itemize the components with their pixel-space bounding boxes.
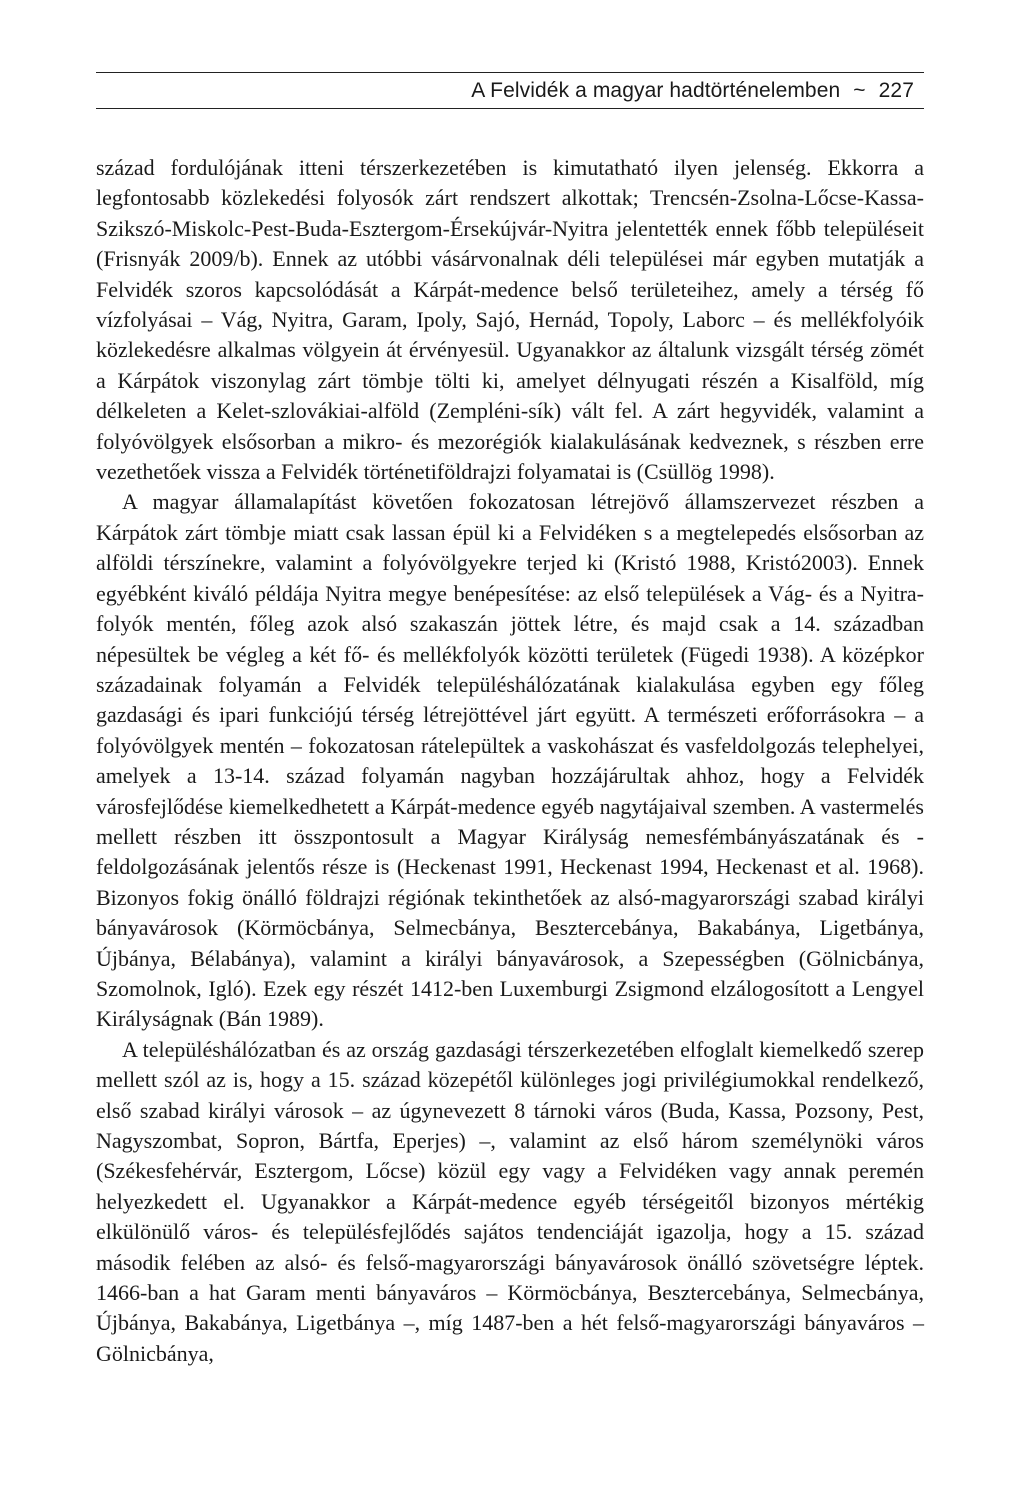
- paragraph: A magyar államalapítást követően fokozatosan létrejövő államszervezet részben a Kárpátok zárt tömbje miatt csak lassan épül ki a Felvidéken s a megtelepedés elsősorban az alföldi térszínekre, valamint a folyóvölgyekre terjed ki (Kristó 1988, Kristó2003). Ennek egyébként kiváló példája Nyitra megye benépesítése: az első települések a Vág- és a Nyitra-folyók mentén, főleg azok alsó szakaszán jöttek létre, és majd csak a 14. században népesültek be végleg a két fő- és mellékfolyók közötti területek (Fügedi 1938). A középkor századainak folyamán a Felvidék településhálózatának kialakulása egyben egy főleg gazdasági és ipari funkciójú térség létrejöttével járt együtt. A természeti erőforrásokra – a folyóvölgyek mentén – fokozatosan rátelepültek a vaskohászat és vasfeldolgozás telephelyei, amelyek a 13-14. század folyamán nagyban hozzájárultak ahhoz, hogy a Felvidék városfejlődése kiemelkedhetett a Kárpát-medence egyéb nagytájaival szemben. A vastermelés mellett részben itt összpontosult a Magyar Királyság nemesfémbányászatának és -feldolgozásának jelentős része is (Heckenast 1991, Heckenast 1994, Heckenast et al. 1968). Bizonyos fokig önálló földrajzi régiónak tekinthetőek az alsó-magyarországi szabad királyi bányavárosok (Körmöcbánya, Selmecbánya, Besztercebánya, Bakabánya, Ligetbánya, Újbánya, Bélabánya), valamint a királyi bányavárosok, a Szepességben (Gölnicbánya, Szomolnok, Igló). Ezek egy részét 1412-ben Luxemburgi Zsigmond elzálogosított a Lengyel Királyságnak (Bán 1989).: [96, 489, 924, 1032]
- body-text: [96, 153, 924, 1369]
- header-separator: ~: [853, 79, 866, 102]
- paragraph: A településhálózatban és az ország gazdasági térszerkezetében elfoglalt kiemelkedő szerep mellett szól az is, hogy a 15. század közepétől különleges jogi privilégiumokkal rendelkező, első szabad királyi városok – az úgynevezett 8 tárnoki város (Buda, Kassa, Pozsony, Pest, Nagyszombat, Sopron, Bártfa, Eperjes) –, valamint az első három személynöki város (Székesfehérvár, Esztergom, Lőcse) közül egy vagy a Felvidéken vagy annak peremén helyezkedett el. Ugyanakkor a Kárpát-medence egyéb térségeitől bizonyos mértékig elkülönülő város- és településfejlődés sajátos tendenciáját igazolja, hogy a 15. század második felében az alsó- és felső-magyarországi bányavárosok önálló szövetségre léptek. 1466-ban a hat Garam menti bányaváros – Körmöcbánya, Besztercebánya, Selmecbánya, Újbánya, Bakabánya, Ligetbánya –, míg 1487-ben a hét felső-magyarországi bányaváros – Gölnicbánya,: [96, 1036, 924, 1366]
- running-title: A Felvidék a magyar hadtörténelemben: [471, 79, 841, 102]
- paragraph-continued: század fordulójának itteni térszerkezetében is kimutatható ilyen jelenség. Ekkorra a legfontosabb közlekedési folyosók zárt rendszert alkottak; Trencsén-Zsolna-Lőcse-Kassa-Szikszó-Miskolc-Pest-Buda-Esztergom-Érsekújvár-Nyitra jelentették ennek főbb településeit (Frisnyák 2009/b). Ennek az utóbbi vásárvonalnak déli települései már egyben mutatják a Felvidék szoros kapcsolódását a Kárpát-medence belső területeihez, amely a térség fő vízfolyásai – Vág, Nyitra, Garam, Ipoly, Sajó, Hernád, Topoly, Laborc – és mellékfolyóik közlekedésre alkalmas völgyein át érvényesül. Ugyanakkor az általunk vizsgált térség zömét a Kárpátok viszonylag zárt tömbje tölti ki, amelyet délnyugati részén a Kisalföld, míg délkeleten a Kelet-szlovákiai-alföld (Zempléni-sík) vált fel. A zárt hegyvidék, valamint a folyóvölgyek elsősorban a mikro- és mezorégiók kialakulásának kedveznek, s részben erre vezethetőek vissza a Felvidék történetiföldrajzi folyamatai is (Csüllög 1998).: [96, 155, 924, 485]
- page-number: 227: [878, 79, 914, 102]
- running-header: [96, 72, 924, 109]
- book-page: [96, 72, 924, 1369]
